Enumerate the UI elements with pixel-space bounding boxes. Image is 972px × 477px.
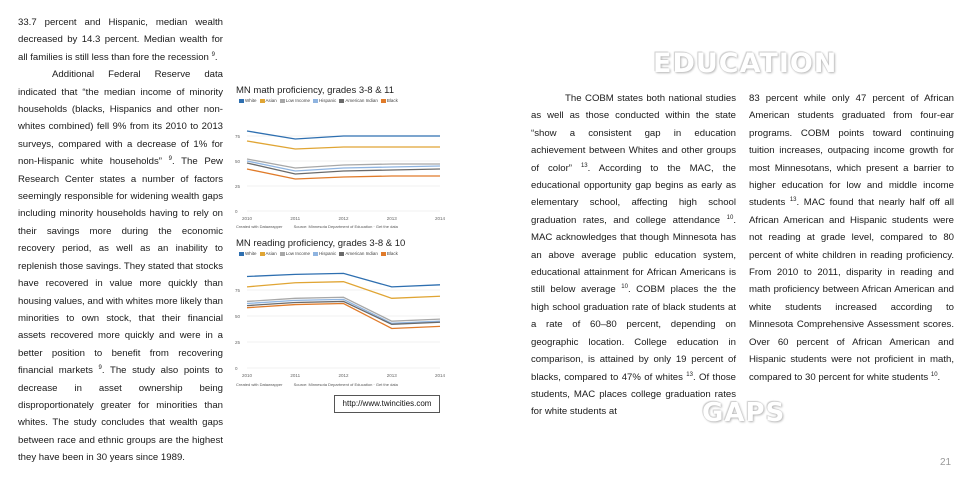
legend-swatch	[339, 99, 344, 103]
chart-footer-source: Source: Minnesota Department of Education · Get the data	[293, 382, 398, 387]
citation-ref: 13	[686, 371, 693, 378]
legend-swatch	[313, 99, 318, 103]
chart-footer-credit: Created with Datawrapper	[236, 382, 283, 387]
x-tick-label: 2014	[434, 216, 446, 221]
source-url-box[interactable]: http://www.twincities.com	[334, 395, 440, 413]
middle-text-1: The COBM states both national studies as well as those conducted within the state “show a consistent gap in education achievement between Whites and other groups of color”	[531, 93, 736, 174]
right-paragraph	[749, 90, 954, 386]
chart-title: MN math proficiency, grades 3-8 & 11	[236, 85, 395, 96]
y-tick-label: 50	[235, 314, 241, 319]
x-tick-label: 2013	[386, 216, 397, 221]
legend-swatch	[239, 99, 244, 103]
y-tick-label: 50	[235, 159, 241, 164]
chart-legend	[236, 251, 398, 256]
math-proficiency-chart	[233, 85, 448, 235]
citation-ref: 13	[580, 162, 588, 169]
left-paragraph-2-end: . The study also points to decrease in asset ownership being disproportionately greater for minorities than whites. The study concludes that wealth gaps between race and ethnic groups are the highest they have been in 30 years since 1989.	[18, 365, 224, 464]
legend-swatch	[239, 252, 244, 256]
x-tick-label: 2012	[338, 216, 349, 221]
legend-label: Asian	[265, 251, 277, 256]
right-text-column	[749, 90, 954, 386]
y-tick-label: 0	[235, 209, 238, 214]
x-tick-label: 2013	[386, 373, 397, 378]
page-number: 21	[940, 457, 952, 468]
chart-title: MN reading proficiency, grades 3-8 & 10	[236, 238, 406, 249]
legend-label: American Indian	[345, 98, 378, 103]
legend-swatch	[339, 252, 344, 256]
legend-label: Asian	[265, 98, 277, 103]
reading-proficiency-chart	[233, 238, 448, 390]
x-tick-label: 2010	[241, 373, 253, 378]
citation-ref: 10	[726, 214, 734, 221]
x-tick-label: 2014	[434, 373, 446, 378]
left-paragraph-2	[18, 66, 223, 466]
chart-footer-source: Source: Minnesota Department of Education · Get the data	[293, 224, 398, 229]
left-text-column	[18, 14, 223, 467]
middle-text-4: . COBM places the the high school graduation rate of black students at a rate of 60–80 percent, depending on geographic location. College education in comparison, is attained by only 19 percent of blacks, compared to 47% of whites	[531, 284, 737, 383]
left-paragraph-1-text: 33.7 percent and Hispanic, median wealth decreased by 14.3 percent. Median wealth for all families is still less than fore the recession	[18, 17, 223, 63]
y-tick-label: 25	[235, 184, 241, 189]
middle-paragraph	[531, 90, 736, 421]
legend-swatch	[280, 252, 285, 256]
x-tick-label: 2011	[290, 216, 301, 221]
legend-label: White	[245, 98, 257, 103]
middle-text-3: . MAC acknowledges that though Minnesota has an above average public education system, educational attainment for African Americans is still below average	[531, 214, 736, 296]
x-tick-label: 2012	[338, 373, 349, 378]
middle-text-column	[531, 90, 736, 421]
middle-text-5: . Of those students, MAC places college graduation rates for white students at	[531, 371, 736, 418]
legend-swatch	[280, 99, 285, 103]
citation-ref: 10	[930, 371, 938, 378]
legend-label: Low Income	[285, 98, 311, 103]
math-chart-plot	[233, 105, 448, 223]
legend-label: Hispanic	[319, 251, 337, 256]
y-tick-label: 25	[235, 340, 241, 345]
citation-ref: 10	[621, 284, 628, 291]
legend-swatch	[381, 252, 386, 256]
citation-ref: 13	[789, 197, 797, 204]
right-text-1: 83 percent while only 47 percent of African American students graduated from four-ear programs. COBM points toward continuing tuition increases, outpacing income growth for most Minnesotans, which present a barrier to higher education for low and middle income students	[749, 93, 954, 209]
legend-label: Low Income	[285, 251, 311, 256]
x-tick-label: 2011	[290, 373, 301, 378]
gaps-heading: GAPS	[702, 398, 786, 428]
right-text-3: .	[937, 371, 941, 383]
left-paragraph-2-text: Additional Federal Reserve data indicated that “the median income of minority households (blacks, Hispanics and other non-whites combined) fell 9% from its 2010 to 2013 surveys, compared with a decrease of 1% for non-Hispanic white households”	[18, 69, 223, 168]
middle-text-2: . According to the MAC, the educational opportunity gap begins as early as elementary school, affecting high school graduation rates, and college attendance	[531, 162, 736, 226]
chart-footer-credit: Created with Datawrapper	[236, 224, 283, 229]
legend-swatch	[260, 252, 265, 256]
reading-chart-plot	[233, 258, 448, 380]
legend-label: Hispanic	[319, 98, 337, 103]
legend-swatch	[381, 99, 386, 103]
left-paragraph-2-middle: . The Pew Research Center states a number of factors seemingly responsible for widening wealth gaps including minority households having to rely on their savings more during the economic recovery period, as well as an inability to replenish those savings. They stated that stocks have recovered in value more quickly than housing values, and with whites more likely than minorities to own stock, that their financial assets recovered more quickly and were in a better position to benefit from recovering financial markets	[18, 156, 223, 377]
right-text-2: . MAC found that nearly half off all African American and Hispanic students were not reading at grade level, compared to 80 percent of white children in reading proficiency. From 2010 to 2011, disparity in reading and math proficiency between African American and white students increased according to Minnesota Comprehensive Assessment scores. Over 60 percent of African American and Hispanic students were not proficient in math, compared to 30 percent for white students	[749, 197, 954, 383]
citation-ref: 9	[168, 156, 172, 163]
legend-swatch	[260, 99, 265, 103]
chart-footer	[236, 224, 398, 229]
left-paragraph-1-end: .	[214, 51, 218, 63]
x-tick-label: 2010	[241, 216, 253, 221]
legend-swatch	[313, 252, 318, 256]
chart-legend	[236, 98, 398, 103]
citation-ref: 9	[98, 364, 102, 371]
y-tick-label: 75	[235, 134, 241, 139]
education-heading: EDUCATION	[653, 48, 838, 79]
series-line-asian	[247, 141, 440, 149]
y-tick-label: 0	[235, 366, 238, 371]
series-line-white	[247, 131, 440, 139]
legend-label: Black	[386, 251, 398, 256]
citation-ref: 9	[211, 51, 215, 58]
chart-footer	[236, 382, 398, 387]
y-tick-label: 75	[235, 288, 241, 293]
legend-label: American Indian	[345, 251, 378, 256]
legend-label: Black	[386, 98, 398, 103]
left-paragraph-1	[18, 14, 223, 66]
legend-label: White	[245, 251, 257, 256]
